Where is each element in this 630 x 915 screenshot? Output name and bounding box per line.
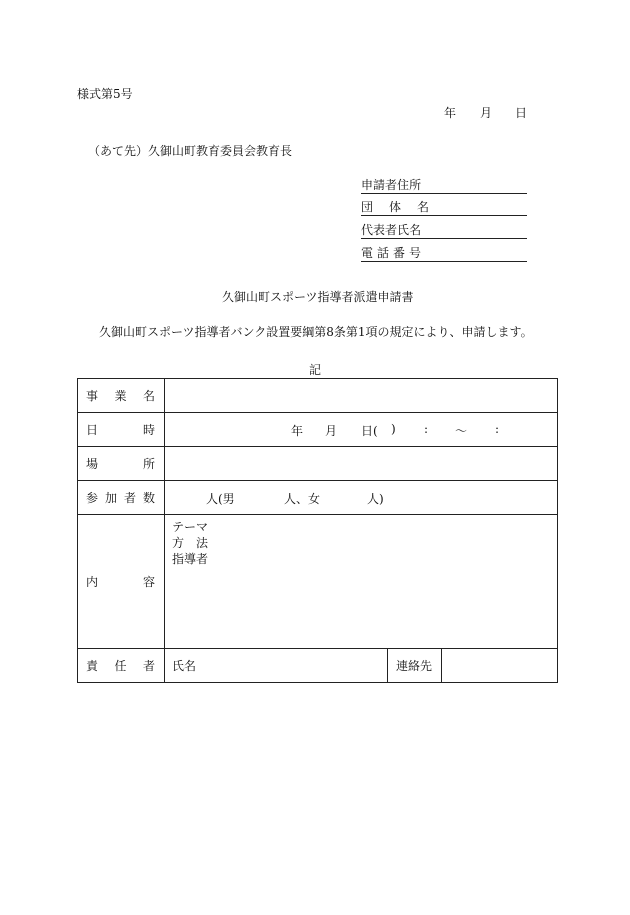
table-row [78,649,558,683]
date-day-label: 日 [515,106,528,120]
ki-label: 記 [309,363,322,377]
table-row [78,379,558,413]
content-theme: テーマ [172,520,209,534]
participants-label: 参 加 者 数 [78,481,165,515]
body-text: 久御山町スポーツ指導者バンク設置要綱第8条第1項の規定により、申請します。 [99,325,533,339]
responsible-name-label: 氏名 [172,659,197,673]
table-row [78,481,558,515]
datetime-colon-start: : [424,422,429,436]
date-month-label: 月 [480,106,493,120]
form-number: 様式第5号 [77,87,133,101]
participants-male: 人、女 [284,492,321,506]
participants-total: 人(男 [206,492,235,506]
datetime-close: ) [391,422,396,436]
participants-female: 人) [367,492,384,506]
datetime-tilde: ～ [455,424,468,438]
datetime-day: 日( [361,424,378,438]
applicant-group-field[interactable]: 団 体 名 [361,199,527,216]
responsible-label: 責 任 者 [78,649,165,683]
content-label: 内 容 [78,515,165,649]
place-label: 場 所 [78,447,165,481]
participants-input[interactable] [165,481,558,515]
applicant-phone-field[interactable]: 電 話 番 号 [361,245,527,262]
datetime-month: 月 [325,424,338,438]
datetime-input[interactable] [165,413,558,447]
table-row [78,413,558,447]
place-input[interactable] [165,447,558,481]
table-row [78,447,558,481]
applicant-address-field[interactable]: 申請者住所 [361,177,527,194]
datetime-colon-end: : [495,422,500,436]
content-instructor: 指導者 [172,552,209,566]
contact-input[interactable] [388,649,558,683]
contact-label: 連絡先 [388,649,442,683]
addressee: （あて先）久御山町教育委員会教育長 [88,144,293,158]
content-method: 方 法 [172,536,209,550]
date-year-label: 年 [444,106,457,120]
datetime-year: 年 [291,424,304,438]
table-row [78,515,558,649]
event-name-input[interactable] [165,379,558,413]
responsible-name-input[interactable] [165,649,333,683]
form-title: 久御山町スポーツ指導者派遣申請書 [222,290,414,304]
details-table [77,378,558,683]
content-input[interactable] [165,515,558,649]
applicant-representative-field[interactable]: 代表者氏名 [361,222,527,239]
event-name-label: 事 業 名 [78,379,165,413]
responsible-name-spacer [333,649,388,683]
datetime-label: 日 時 [78,413,165,447]
